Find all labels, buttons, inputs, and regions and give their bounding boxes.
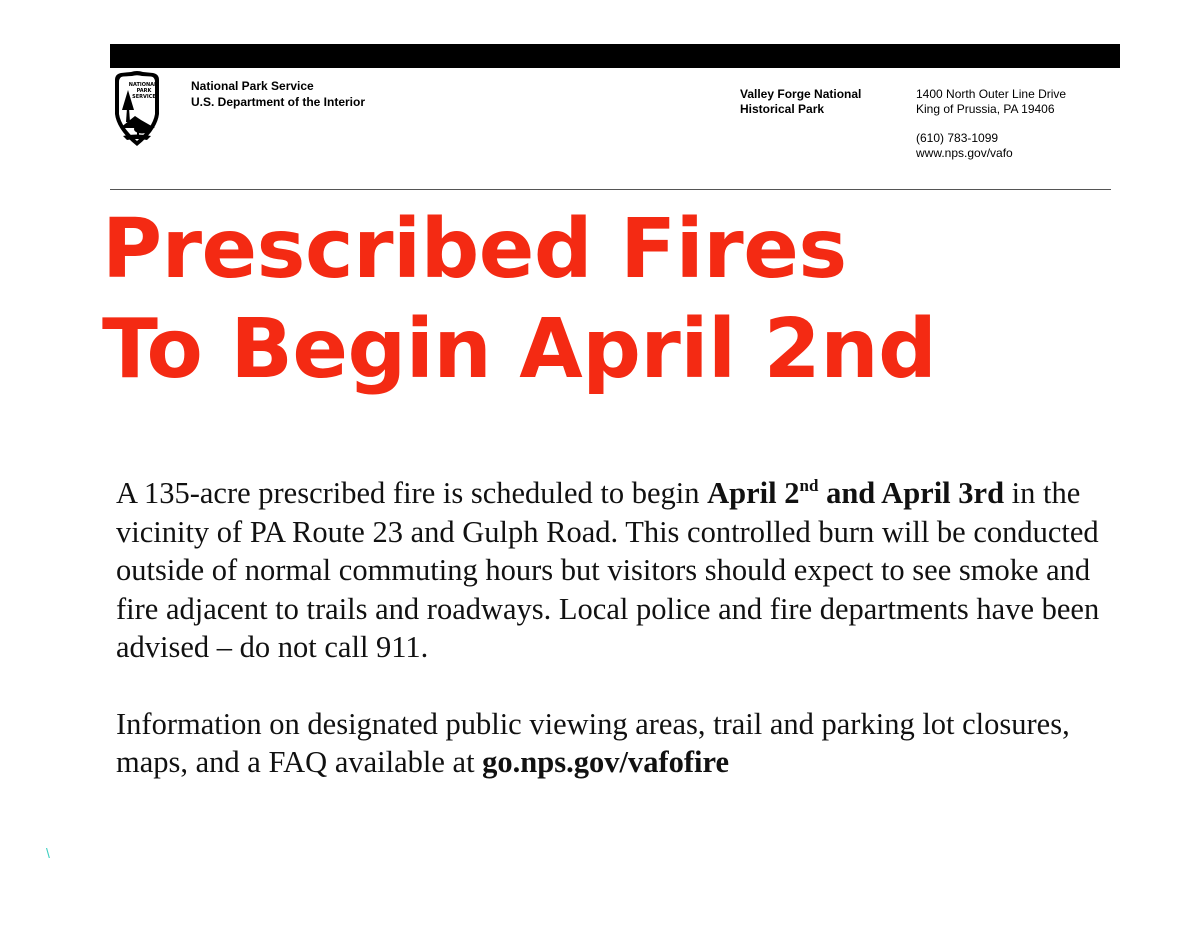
park-name-line1: Valley Forge National bbox=[740, 87, 862, 101]
p1-date-a-suffix: nd bbox=[799, 476, 819, 495]
agency-block bbox=[191, 78, 365, 110]
p1-date-a: April 2 bbox=[707, 476, 800, 510]
p2-intro: Information on designated public viewing areas, trail and parking lot closures, maps, and a FAQ available at bbox=[116, 706, 1070, 779]
website-url: www.nps.gov/vafo bbox=[916, 146, 1013, 160]
fire-info-link[interactable]: go.nps.gov/vafofire bbox=[482, 745, 730, 779]
header-divider bbox=[110, 189, 1111, 190]
park-contact-block bbox=[916, 87, 1066, 161]
p1-intro: A 135-acre prescribed fire is scheduled to begin bbox=[116, 476, 708, 510]
phone-number: (610) 783-1099 bbox=[916, 131, 999, 145]
p1-date-b: and April 3rd bbox=[818, 476, 1005, 510]
department-name: U.S. Department of the Interior bbox=[191, 95, 366, 109]
announcement-paragraph-1 bbox=[116, 474, 1136, 667]
announcement-body bbox=[116, 474, 1136, 782]
announcement-paragraph-2 bbox=[116, 705, 1136, 782]
header-black-bar bbox=[110, 44, 1120, 68]
logo-text-national: NATIONAL bbox=[128, 82, 158, 88]
headline-line1: Prescribed Fires bbox=[102, 202, 847, 297]
stray-mark: \ bbox=[46, 845, 50, 861]
nps-arrowhead-icon bbox=[111, 70, 163, 148]
headline-line2: To Begin April 2nd bbox=[102, 302, 937, 397]
page-headline bbox=[102, 200, 936, 400]
address-line1: 1400 North Outer Line Drive bbox=[916, 87, 1067, 101]
address-line2: King of Prussia, PA 19406 bbox=[916, 102, 1055, 116]
logo-text-park: PARK bbox=[136, 88, 152, 94]
park-name-line2: Historical Park bbox=[740, 102, 825, 116]
logo-text-service: SERVICE bbox=[132, 94, 156, 100]
p1-rest: in the vicinity of PA Route 23 and Gulph Road. This controlled burn will be conducted outside of normal commuting hours but visitors should expect to see smoke and fire adjacent to trails and roadways. Local police and fire departments have been advised – do not call 911. bbox=[116, 476, 1100, 664]
park-name-block bbox=[740, 87, 861, 117]
agency-name: National Park Service bbox=[191, 79, 314, 93]
